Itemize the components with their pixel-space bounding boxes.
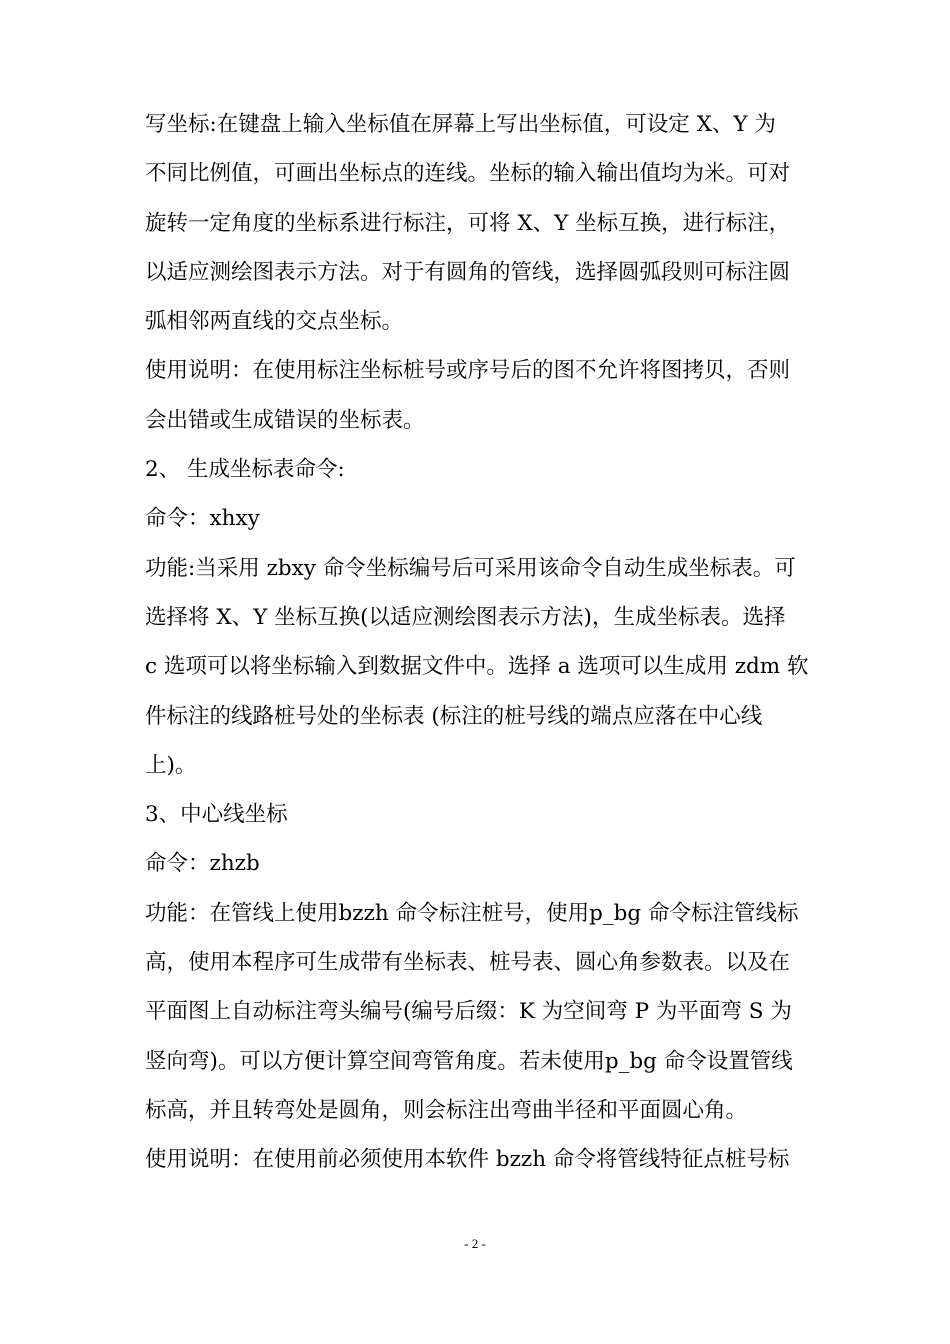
text-line: 使用说明：在使用标注坐标桩号或序号后的图不允许将图拷贝，否则 <box>145 358 791 384</box>
text-line: 旋转一定角度的坐标系进行标注，可将 X、Y 坐标互换，进行标注， <box>145 210 791 236</box>
text-line: 功能：在管线上使用bzzh 命令标注桩号，使用p_bg 命令标注管线标 <box>145 900 799 926</box>
text-line: 选择将 X、Y 坐标互换(以适应测绘图表示方法)，生成坐标表。选择 <box>145 604 786 630</box>
text-line: 会出错或生成错误的坐标表。 <box>145 407 425 433</box>
text-line: c 选项可以将坐标输入到数据文件中。选择 a 选项可以生成用 zdm 软 <box>145 654 809 680</box>
text-line: 使用说明：在使用前必须使用本软件 bzzh 命令将管线特征点桩号标 <box>145 1147 790 1173</box>
text-line: 高，使用本程序可生成带有坐标表、桩号表、圆心角参数表。以及在 <box>145 950 791 976</box>
text-line: 件标注的线路桩号处的坐标表 (标注的桩号线的端点应落在中心线 <box>145 703 763 729</box>
section-heading: 2、 生成坐标表命令: <box>145 457 345 483</box>
text-line: 竖向弯)。可以方便计算空间弯管角度。若未使用p_bg 命令设置管线 <box>145 1048 793 1074</box>
page-number: - 2 - <box>464 1236 486 1251</box>
section-heading: 3、中心线坐标 <box>145 802 288 828</box>
command-line: 命令：xhxy <box>145 506 260 532</box>
text-line: 功能:当采用 zbxy 命令坐标编号后可采用该命令自动生成坐标表。可 <box>145 555 796 581</box>
text-line: 上)。 <box>145 752 197 778</box>
text-line: 以适应测绘图表示方法。对于有圆角的管线，选择圆弧段则可标注圆 <box>145 259 791 285</box>
text-line: 写坐标:在键盘上输入坐标值在屏幕上写出坐标值，可设定 X、Y 为 <box>145 112 776 137</box>
text-line: 弧相邻两直线的交点坐标。 <box>145 309 404 335</box>
text-line: 不同比例值，可画出坐标点的连线。坐标的输入输出值均为米。可对 <box>145 161 791 187</box>
command-line: 命令：zhzb <box>145 851 260 877</box>
text-line: 平面图上自动标注弯头编号(编号后缀：K 为空间弯 P 为平面弯 S 为 <box>145 999 792 1025</box>
text-line: 标高，并且转弯处是圆角，则会标注出弯曲半径和平面圆心角。 <box>145 1097 748 1123</box>
body-text <box>145 100 817 1185</box>
